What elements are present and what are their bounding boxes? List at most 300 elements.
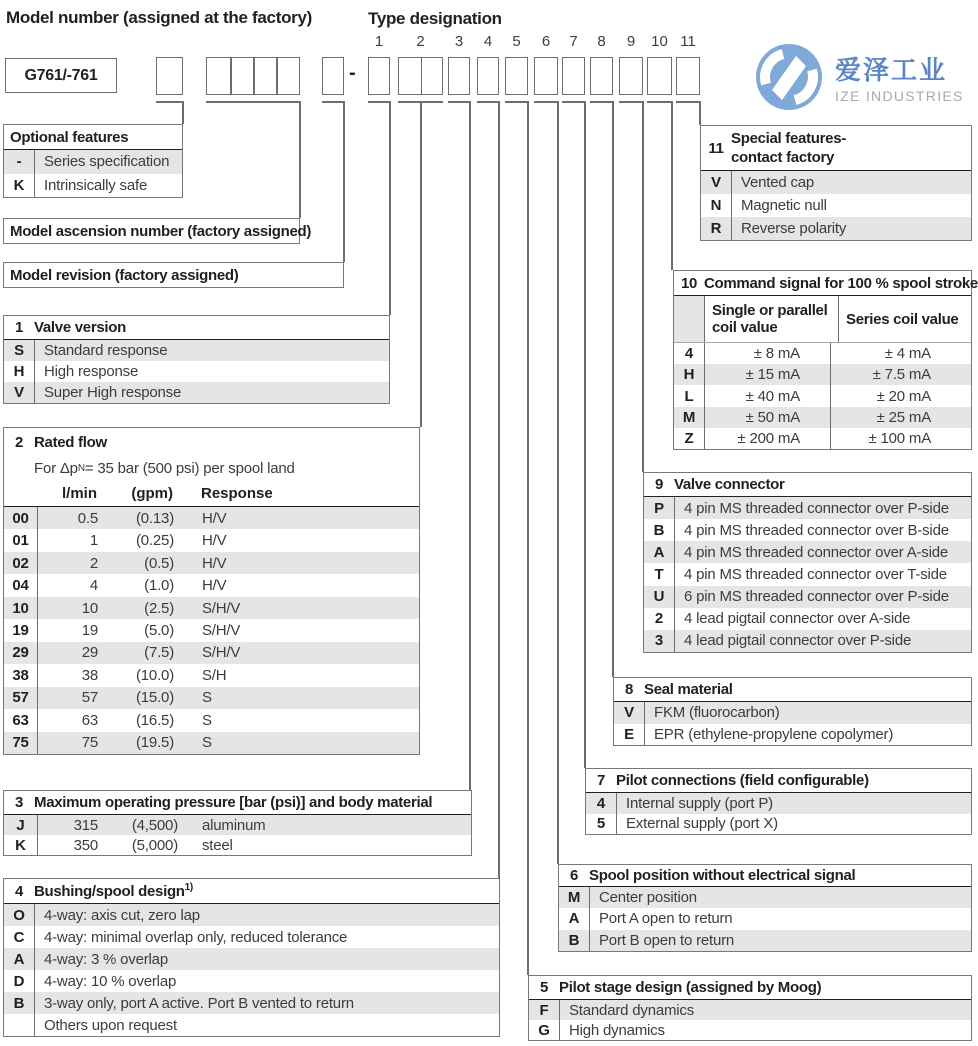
ascension-number-box [206, 57, 300, 95]
table-rows [4, 904, 499, 1036]
code-cell: V [701, 171, 732, 194]
value-cell: (5.0) [144, 621, 174, 639]
code-cell: 5 [586, 814, 617, 835]
value-cell: (7.5) [144, 644, 174, 662]
type-designation-box-9 [619, 57, 643, 95]
table-row [4, 507, 419, 529]
table-row [674, 407, 971, 428]
ize-industries-logo [753, 38, 978, 116]
connector-line [584, 101, 586, 768]
code-cell: O [4, 904, 35, 926]
table-title: Valve version [34, 319, 126, 336]
value-cell: (0.5) [144, 554, 174, 572]
table-7 [585, 768, 972, 835]
table-header [701, 126, 971, 171]
table-6 [558, 864, 972, 952]
description-cell: FKM (fluorocarbon) [654, 704, 780, 722]
code-cell: M [674, 407, 705, 428]
value-cell: steel [202, 836, 233, 854]
description-cell: 6 pin MS threaded connector over P-side [684, 588, 949, 606]
connector-line [647, 101, 672, 103]
connector-line [469, 101, 471, 790]
connector-line [642, 101, 644, 472]
value-cell: (0.13) [136, 509, 174, 527]
table-row [701, 217, 971, 240]
table-8 [613, 677, 972, 746]
type-designation-box-10 [647, 57, 672, 95]
description-cell: Super High response [44, 384, 182, 401]
description-cell: 4 lead pigtail connector over A-side [684, 610, 911, 628]
table-row [4, 664, 419, 686]
connector-line [182, 101, 184, 124]
table-header [529, 976, 971, 1000]
table-header [4, 316, 389, 340]
connector-line [368, 101, 390, 103]
table-title: Seal material [644, 681, 733, 698]
code-cell: C [4, 926, 35, 948]
code-cell: 4 [586, 793, 617, 814]
optional-feature-box [156, 57, 183, 95]
table-number: 2 [14, 433, 24, 451]
value-cell: H/V [202, 509, 227, 527]
description-cell: High response [44, 363, 139, 380]
value-cell: (16.5) [136, 711, 174, 729]
value-cell: ± 8 mA [705, 343, 831, 364]
code-cell: 38 [4, 664, 38, 686]
box-cell-divider [276, 58, 278, 94]
description-cell: EPR (ethylene-propylene copolymer) [654, 725, 894, 743]
code-cell: A [4, 948, 35, 970]
blank-header-cell [674, 296, 705, 342]
value-cell: S/H/V [202, 644, 241, 662]
code-cell: 29 [4, 642, 38, 664]
value-cell: S/H/V [202, 621, 241, 639]
table-optional-features [3, 124, 183, 198]
table-row [674, 364, 971, 385]
table-row [4, 926, 499, 948]
table-row [644, 586, 971, 608]
type-designation-box-7 [562, 57, 585, 95]
table-row [644, 519, 971, 541]
description-cell: Intrinsically safe [44, 176, 148, 194]
code-cell: A [644, 541, 675, 563]
table-rows [674, 343, 971, 449]
value-cell: aluminum [202, 816, 266, 834]
subtitle-part: For Δp [34, 460, 78, 477]
value-cell: 63 [81, 711, 98, 729]
box-cell-divider [230, 58, 232, 94]
table-rows [644, 497, 971, 652]
value-cell: 4 [89, 577, 98, 595]
value-cell: 75 [81, 734, 98, 752]
description-cell: 4-way: 10 % overlap [44, 972, 177, 990]
table-row [644, 630, 971, 652]
code-cell: H [674, 364, 705, 385]
table-row [644, 563, 971, 585]
table-rows [4, 150, 182, 197]
connector-line [343, 101, 345, 262]
connector-line [676, 101, 700, 103]
connector-line [534, 101, 558, 103]
table-row [644, 497, 971, 519]
table-row [4, 835, 471, 855]
description-cell: Internal supply (port P) [626, 794, 773, 812]
table-row [4, 361, 389, 382]
value-cell: S [202, 734, 212, 752]
code-cell: 00 [4, 507, 38, 529]
table-number: 3 [14, 794, 24, 811]
table-row [4, 597, 419, 619]
table-row [4, 382, 389, 403]
value-cell: ± 200 mA [705, 428, 831, 449]
description-cell: Magnetic null [741, 197, 827, 214]
code-cell: 01 [4, 529, 38, 551]
table-title: Pilot connections (field configurable) [616, 772, 869, 789]
value-cell: 38 [81, 666, 98, 684]
code-cell: B [559, 930, 590, 951]
table-row [4, 815, 471, 835]
value-cell: H/V [202, 554, 227, 572]
value-cell: (15.0) [136, 689, 174, 707]
code-cell: P [644, 497, 675, 519]
code-cell: 4 [674, 343, 705, 364]
description-cell: Series specification [44, 153, 170, 171]
position-number-10: 10 [651, 33, 668, 50]
code-cell: B [4, 992, 35, 1014]
subtitle-part: = 35 bar (500 psi) per spool land [84, 460, 295, 477]
table-number: 7 [596, 772, 606, 789]
value-cell: ± 7.5 mA [872, 366, 931, 384]
value-cell: 2 [89, 554, 98, 572]
description-cell: 4 pin MS threaded connector over P-side [684, 499, 949, 517]
code-cell: G [529, 1020, 560, 1040]
table-number: 8 [624, 681, 634, 698]
connector-line [299, 101, 301, 218]
table-row [4, 709, 419, 731]
model-revision-label: Model revision (factory assigned) [3, 262, 344, 288]
separator-dash: - [349, 62, 356, 84]
value-cell: ± 25 mA [876, 408, 931, 426]
connector-line [156, 101, 183, 103]
table-header [586, 769, 971, 793]
code-cell: 04 [4, 574, 38, 596]
connector-line [448, 101, 470, 103]
table-3 [3, 790, 472, 856]
description-cell: High dynamics [569, 1021, 665, 1039]
value-cell: 10 [81, 599, 98, 617]
table-row [4, 992, 499, 1014]
table-row [701, 171, 971, 194]
box-cell-divider [253, 58, 255, 94]
description-cell: 4-way: axis cut, zero lap [44, 906, 200, 924]
type-designation-box-6 [534, 57, 558, 95]
code-cell [4, 1014, 35, 1036]
position-number-2: 2 [416, 33, 425, 50]
code-cell: Z [674, 428, 705, 449]
box-cell-divider [421, 58, 423, 94]
connector-line [699, 101, 701, 125]
table-header [4, 791, 471, 815]
value-cell: ± 20 mA [876, 387, 931, 405]
code-cell: L [674, 385, 705, 406]
type-designation-box-4 [477, 57, 499, 95]
value-cell: (2.5) [144, 599, 174, 617]
logo-latin-text: IZE INDUSTRIES [835, 88, 964, 104]
code-cell: B [644, 519, 675, 541]
table-number: 11 [708, 139, 724, 157]
table-row [674, 343, 971, 364]
column-header: Series coil value [846, 310, 959, 328]
table-row [701, 194, 971, 217]
table-row [4, 552, 419, 574]
table-5 [528, 975, 972, 1041]
value-cell: 315 [73, 816, 98, 834]
code-cell: 3 [644, 630, 675, 652]
table-rows [529, 1000, 971, 1040]
description-cell: 4 pin MS threaded connector over B-side [684, 521, 949, 539]
column-header: Response [201, 485, 273, 502]
table-row [4, 619, 419, 641]
code-cell: V [614, 702, 645, 724]
connector-line [505, 101, 528, 103]
table-header [4, 879, 499, 904]
table-row [614, 702, 971, 724]
table-header [614, 678, 971, 702]
subtitle-part: N [77, 463, 85, 474]
table-row [4, 642, 419, 664]
table-title [731, 129, 971, 167]
table-header [4, 125, 182, 150]
table-row [4, 574, 419, 596]
table-title-line: contact factory [731, 149, 835, 166]
footnote-marker: 1) [184, 882, 193, 893]
code-cell: 57 [4, 687, 38, 709]
connector-line [420, 101, 422, 427]
code-cell: U [644, 586, 675, 608]
value-cell: S [202, 711, 212, 729]
model-number-box: G761/-761 [5, 58, 117, 93]
table-title: Optional features [10, 128, 129, 146]
table-rows [559, 887, 971, 951]
table-header [559, 865, 971, 887]
type-designation-box-5 [505, 57, 528, 95]
value-cell: (5,000) [131, 836, 178, 854]
revision-box [322, 57, 344, 95]
table-rows [4, 507, 419, 754]
type-designation-box-8 [590, 57, 613, 95]
value-cell: ± 15 mA [705, 364, 831, 385]
table-number: 6 [569, 867, 579, 884]
description-cell: 4-way: minimal overlap only, reduced tolerance [44, 928, 348, 946]
table-4 [3, 878, 500, 1037]
type-designation-box-11 [676, 57, 700, 95]
table-row [586, 814, 971, 835]
table-title: Maximum operating pressure [bar (psi)] and body material [34, 794, 433, 811]
table-2 [3, 427, 420, 755]
code-cell: K [4, 835, 38, 855]
table-title: Pilot stage design (assigned by Moog) [559, 979, 822, 996]
description-cell: 4 pin MS threaded connector over T-side [684, 565, 947, 583]
table-row [644, 541, 971, 563]
description-cell: 4 lead pigtail connector over P-side [684, 632, 912, 650]
position-number-1: 1 [374, 33, 384, 50]
table-number: 10 [680, 274, 698, 292]
code-cell: 75 [4, 732, 38, 754]
table-row [559, 908, 971, 929]
position-number-7: 7 [569, 33, 578, 50]
code-cell: 19 [4, 619, 38, 641]
table-row [4, 174, 182, 198]
connector-line [498, 101, 500, 878]
table-title: Valve connector [674, 476, 785, 493]
table-number: 4 [14, 882, 24, 900]
description-cell: Port A open to return [599, 910, 733, 928]
type-designation-title: Type designation [368, 9, 502, 28]
code-cell: 63 [4, 709, 38, 731]
position-number-3: 3 [454, 33, 464, 50]
table-header [4, 428, 419, 456]
code-cell: N [701, 194, 732, 217]
table-row [559, 887, 971, 908]
table-title: Command signal for 100 % spool stroke [704, 274, 978, 292]
position-number-9: 9 [626, 33, 636, 50]
table-row [4, 687, 419, 709]
table-header [674, 271, 978, 296]
table-row [4, 529, 419, 551]
code-cell: T [644, 563, 675, 585]
table-rows [614, 702, 971, 745]
value-cell: ± 100 mA [868, 429, 931, 447]
connector-line [562, 101, 585, 103]
table-row [586, 793, 971, 814]
connector-line [389, 101, 391, 315]
position-number-6: 6 [541, 33, 551, 50]
position-number-4: 4 [483, 33, 493, 50]
table-row [4, 732, 419, 754]
type-designation-box-1 [368, 57, 390, 95]
column-headers [4, 481, 419, 507]
code-cell: S [4, 340, 35, 361]
connector-line [619, 101, 643, 103]
table-number: 5 [539, 979, 549, 996]
code-cell: F [529, 1000, 560, 1020]
column-header: Single or parallel coil value [705, 296, 839, 342]
table-row [4, 150, 182, 174]
value-cell: S/H [202, 666, 227, 684]
table-10 [673, 270, 978, 450]
table-row [674, 385, 971, 406]
table-title: Rated flow [34, 433, 107, 451]
table-row [559, 930, 971, 951]
description-cell: Center position [599, 889, 697, 907]
connector-line [322, 101, 344, 103]
description-cell: 3-way only, port A active. Port B vented to return [44, 994, 354, 1012]
value-cell: (19.5) [136, 734, 174, 752]
description-cell: Reverse polarity [741, 220, 847, 237]
table-row [4, 1014, 499, 1036]
position-number-8: 8 [597, 33, 606, 50]
value-cell: 57 [81, 689, 98, 707]
value-cell: 0.5 [77, 509, 98, 527]
connector-line [527, 101, 529, 975]
type-designation-box-2 [398, 57, 443, 95]
table-rows [4, 340, 389, 403]
value-cell: ± 40 mA [705, 385, 831, 406]
table-number: 9 [654, 476, 664, 493]
value-cell: (10.0) [136, 666, 174, 684]
table-row [529, 1000, 971, 1020]
code-cell: H [4, 361, 35, 382]
value-cell: 19 [81, 621, 98, 639]
code-cell: M [559, 887, 590, 908]
table-number: 1 [14, 319, 24, 336]
connector-line [612, 101, 614, 677]
description-cell: External supply (port X) [626, 815, 778, 833]
table-rows [4, 815, 471, 855]
connector-line [477, 101, 499, 103]
connector-line [671, 101, 673, 270]
table-row [614, 724, 971, 746]
logo-mark-icon [753, 41, 825, 113]
table-row [529, 1020, 971, 1040]
table-header [644, 473, 971, 497]
code-cell: V [4, 382, 35, 403]
position-number-5: 5 [512, 33, 521, 50]
description-cell: Standard response [44, 342, 168, 359]
value-cell: ± 4 mA [884, 345, 931, 363]
model-number-title: Model number (assigned at the factory) [6, 8, 312, 27]
column-header: (gpm) [131, 485, 173, 502]
table-row [4, 904, 499, 926]
description-cell: Others upon request [44, 1016, 177, 1034]
table-subtitle [4, 456, 419, 481]
value-cell: (0.25) [136, 532, 174, 550]
table-row [4, 340, 389, 361]
coil-value-headers [674, 296, 971, 343]
type-designation-box-3 [448, 57, 470, 95]
description-cell: Port B open to return [599, 931, 735, 949]
table-11 [700, 125, 972, 241]
code-cell: 10 [4, 597, 38, 619]
description-cell: 4 pin MS threaded connector over A-side [684, 543, 949, 561]
code-cell: 02 [4, 552, 38, 574]
code-cell: J [4, 815, 38, 835]
table-row [674, 428, 971, 449]
code-cell: R [701, 217, 732, 240]
code-cell: - [4, 150, 35, 174]
table-rows [701, 171, 971, 240]
code-cell: 2 [644, 608, 675, 630]
table-title-line: Special features- [731, 130, 846, 147]
value-cell: 29 [81, 644, 98, 662]
value-cell: 350 [73, 836, 98, 854]
column-header: l/min [61, 485, 97, 502]
table-9 [643, 472, 972, 653]
value-cell: (4,500) [131, 816, 178, 834]
table-title: Bushing/spool design$^{1)}$ [34, 882, 193, 900]
table-row [644, 608, 971, 630]
logo-chinese-text: 爱泽工业 [835, 55, 948, 85]
value-cell: H/V [202, 577, 227, 595]
connector-line [206, 101, 300, 103]
table-row [4, 970, 499, 992]
description-cell: 4-way: 3 % overlap [44, 950, 168, 968]
value-cell: (1.0) [144, 577, 174, 595]
code-cell: E [614, 724, 645, 746]
description-cell: Standard dynamics [569, 1001, 695, 1019]
value-cell: ± 50 mA [705, 407, 831, 428]
position-number-11: 11 [680, 33, 696, 50]
